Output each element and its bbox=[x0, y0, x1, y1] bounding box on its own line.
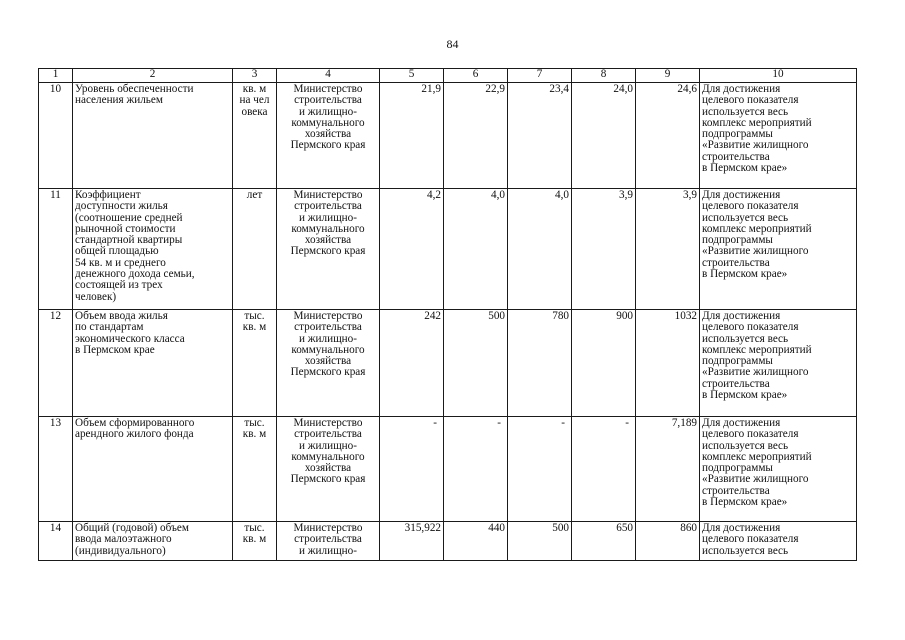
indicator-value: 21,9 bbox=[380, 83, 444, 189]
indicator-value: 24,0 bbox=[572, 83, 636, 189]
unit-of-measure bbox=[233, 417, 277, 522]
indicator-value: 24,6 bbox=[636, 83, 700, 189]
achievement-note-line: целевого показателя bbox=[702, 94, 799, 107]
achievement-note-line: в Пермском крае» bbox=[702, 496, 788, 509]
column-number-row bbox=[39, 69, 857, 83]
indicator-name-line: Общий (годовой) объем bbox=[75, 522, 189, 534]
indicator-value: - bbox=[380, 417, 444, 522]
table-row bbox=[39, 522, 857, 561]
indicator-name-line: арендного жилого фонда bbox=[75, 428, 194, 441]
unit-of-measure bbox=[233, 522, 277, 561]
achievement-note-line: используется весь bbox=[702, 105, 789, 118]
responsible-body-line: Пермского края bbox=[290, 245, 366, 258]
achievement-note-line: Для достижения bbox=[702, 189, 781, 201]
responsible-body-line: строительства bbox=[294, 321, 362, 334]
achievement-note-line: используется весь bbox=[702, 544, 789, 557]
responsible-body-line: коммунального bbox=[291, 222, 365, 235]
achievement-note bbox=[700, 522, 857, 561]
achievement-note-line: комплекс мероприятий bbox=[702, 343, 812, 356]
indicator-name-line: в Пермском крае bbox=[75, 343, 155, 356]
responsible-body-line: Министерство bbox=[293, 417, 363, 429]
row-number: 13 bbox=[39, 417, 73, 522]
row-number: 10 bbox=[39, 83, 73, 189]
unit-of-measure-line: кв. м bbox=[242, 321, 267, 334]
indicator-name-line: Коэффициент bbox=[75, 189, 141, 201]
indicator-name-line: Объем ввода жилья bbox=[75, 310, 168, 322]
unit-of-measure-line: тыс. bbox=[244, 522, 265, 534]
indicator-value: 650 bbox=[572, 522, 636, 561]
indicator-value: 242 bbox=[380, 310, 444, 417]
achievement-note bbox=[700, 83, 857, 189]
unit-of-measure-line: кв. м bbox=[242, 83, 267, 95]
indicator-value: 315,922 bbox=[380, 522, 444, 561]
indicator-name-line: общей площадью bbox=[75, 245, 159, 258]
table-row bbox=[39, 83, 857, 189]
unit-of-measure-line: овека bbox=[241, 105, 268, 118]
responsible-body-line: строительства bbox=[294, 428, 362, 441]
indicator-value: 22,9 bbox=[444, 83, 508, 189]
responsible-body-line: хозяйства bbox=[304, 128, 352, 141]
column-header: 8 bbox=[572, 69, 636, 83]
table-row bbox=[39, 310, 857, 417]
responsible-body bbox=[277, 83, 380, 189]
responsible-body-line: хозяйства bbox=[304, 462, 352, 475]
achievement-note-line: в Пермском крае» bbox=[702, 268, 788, 281]
responsible-body-line: хозяйства bbox=[304, 355, 352, 368]
indicator-value: - bbox=[444, 417, 508, 522]
indicator-name-line: стандартной квартиры bbox=[75, 234, 183, 247]
achievement-note-line: используется весь bbox=[702, 332, 789, 345]
unit-of-measure-line: тыс. bbox=[244, 310, 265, 322]
indicator-name-line: 54 кв. м и среднего bbox=[75, 256, 166, 269]
achievement-note-line: в Пермском крае» bbox=[702, 389, 788, 402]
indicator-name-line: человек) bbox=[75, 290, 117, 303]
achievement-note-line: целевого показателя bbox=[702, 200, 799, 213]
achievement-note bbox=[700, 417, 857, 522]
responsible-body-line: хозяйства bbox=[304, 234, 352, 247]
achievement-note-line: используется весь bbox=[702, 439, 789, 452]
responsible-body-line: строительства bbox=[294, 94, 362, 107]
achievement-note-line: «Развитие жилищного bbox=[702, 366, 809, 379]
indicator-name-line: экономического класса bbox=[75, 332, 185, 345]
indicator-value: 23,4 bbox=[508, 83, 572, 189]
unit-of-measure bbox=[233, 189, 277, 310]
achievement-note-line: подпрограммы bbox=[702, 234, 773, 247]
responsible-body-line: и жилищно- bbox=[299, 439, 357, 452]
responsible-body bbox=[277, 310, 380, 417]
indicator-value: 3,9 bbox=[572, 189, 636, 310]
indicator-value: 7,189 bbox=[636, 417, 700, 522]
row-number: 14 bbox=[39, 522, 73, 561]
indicator-name-line: населения жильем bbox=[75, 94, 163, 107]
achievement-note bbox=[700, 189, 857, 310]
column-header: 7 bbox=[508, 69, 572, 83]
responsible-body-line: строительства bbox=[294, 533, 362, 546]
indicator-value: 900 bbox=[572, 310, 636, 417]
unit-of-measure-line: тыс. bbox=[244, 417, 265, 429]
achievement-note-line: Для достижения bbox=[702, 310, 781, 322]
page-number: 84 bbox=[446, 37, 459, 51]
indicator-value: 500 bbox=[444, 310, 508, 417]
indicator-name bbox=[73, 310, 233, 417]
indicator-value: 4,0 bbox=[508, 189, 572, 310]
indicator-value: 4,2 bbox=[380, 189, 444, 310]
row-number: 11 bbox=[39, 189, 73, 310]
responsible-body-line: и жилищно- bbox=[299, 544, 357, 557]
achievement-note-line: целевого показателя bbox=[702, 533, 799, 546]
responsible-body-line: Министерство bbox=[293, 310, 363, 322]
column-header: 1 bbox=[39, 69, 73, 83]
responsible-body bbox=[277, 189, 380, 310]
achievement-note-line: в Пермском крае» bbox=[702, 162, 788, 175]
indicator-value: 440 bbox=[444, 522, 508, 561]
indicator-name-line: денежного дохода семьи, bbox=[75, 268, 195, 281]
responsible-body-line: Пермского края bbox=[290, 366, 366, 379]
achievement-note-line: комплекс мероприятий bbox=[702, 222, 812, 235]
unit-of-measure-line: лет bbox=[246, 189, 263, 201]
table-row bbox=[39, 417, 857, 522]
indicator-name bbox=[73, 189, 233, 310]
unit-of-measure bbox=[233, 83, 277, 189]
unit-of-measure-line: кв. м bbox=[242, 428, 267, 441]
responsible-body-line: коммунального bbox=[291, 450, 365, 463]
table-row bbox=[39, 189, 857, 310]
indicator-value: 3,9 bbox=[636, 189, 700, 310]
responsible-body bbox=[277, 522, 380, 561]
responsible-body-line: строительства bbox=[294, 200, 362, 213]
responsible-body bbox=[277, 417, 380, 522]
indicator-value: - bbox=[572, 417, 636, 522]
column-header: 3 bbox=[233, 69, 277, 83]
column-header: 2 bbox=[73, 69, 233, 83]
responsible-body-line: Пермского края bbox=[290, 473, 366, 486]
indicator-value: 4,0 bbox=[444, 189, 508, 310]
indicator-value: 500 bbox=[508, 522, 572, 561]
indicator-name-line: по стандартам bbox=[75, 321, 144, 334]
unit-of-measure-line: на чел bbox=[239, 94, 270, 107]
achievement-note-line: Для достижения bbox=[702, 83, 781, 95]
responsible-body-line: коммунального bbox=[291, 116, 365, 129]
achievement-note-line: Для достижения bbox=[702, 417, 781, 429]
indicator-name-line: рыночной стоимости bbox=[75, 222, 176, 235]
responsible-body-line: и жилищно- bbox=[299, 211, 357, 224]
responsible-body-line: Министерство bbox=[293, 522, 363, 534]
responsible-body-line: Министерство bbox=[293, 83, 363, 95]
achievement-note-line: подпрограммы bbox=[702, 462, 773, 475]
indicator-name-line: ввода малоэтажного bbox=[75, 533, 172, 546]
achievement-note-line: строительства bbox=[702, 150, 770, 163]
responsible-body-line: коммунального bbox=[291, 343, 365, 356]
achievement-note-line: используется весь bbox=[702, 211, 789, 224]
indicator-name-line: (соотношение средней bbox=[75, 211, 183, 224]
unit-of-measure-line: кв. м bbox=[242, 533, 267, 546]
indicator-name bbox=[73, 83, 233, 189]
indicator-name bbox=[73, 417, 233, 522]
column-header: 6 bbox=[444, 69, 508, 83]
achievement-note-line: подпрограммы bbox=[702, 355, 773, 368]
indicator-value: 1032 bbox=[636, 310, 700, 417]
indicator-value: - bbox=[508, 417, 572, 522]
indicator-name-line: (индивидуального) bbox=[75, 544, 166, 557]
achievement-note-line: целевого показателя bbox=[702, 428, 799, 441]
achievement-note bbox=[700, 310, 857, 417]
column-header: 10 bbox=[700, 69, 857, 83]
achievement-note-line: «Развитие жилищного bbox=[702, 139, 809, 152]
indicator-name-line: Уровень обеспеченности bbox=[75, 83, 194, 95]
responsible-body-line: и жилищно- bbox=[299, 105, 357, 118]
responsible-body-line: Министерство bbox=[293, 189, 363, 201]
achievement-note-line: подпрограммы bbox=[702, 128, 773, 141]
achievement-note-line: «Развитие жилищного bbox=[702, 245, 809, 258]
column-header: 5 bbox=[380, 69, 444, 83]
indicator-name bbox=[73, 522, 233, 561]
achievement-note-line: комплекс мероприятий bbox=[702, 116, 812, 129]
achievement-note-line: Для достижения bbox=[702, 522, 781, 534]
indicator-name-line: Объем сформированного bbox=[75, 417, 195, 429]
achievement-note-line: строительства bbox=[702, 256, 770, 269]
column-header: 9 bbox=[636, 69, 700, 83]
achievement-note-line: строительства bbox=[702, 377, 770, 390]
indicator-value: 860 bbox=[636, 522, 700, 561]
row-number: 12 bbox=[39, 310, 73, 417]
achievement-note-line: строительства bbox=[702, 484, 770, 497]
achievement-note-line: целевого показателя bbox=[702, 321, 799, 334]
responsible-body-line: Пермского края bbox=[290, 139, 366, 152]
achievement-note-line: комплекс мероприятий bbox=[702, 450, 812, 463]
indicator-table bbox=[38, 68, 857, 561]
responsible-body-line: и жилищно- bbox=[299, 332, 357, 345]
column-header: 4 bbox=[277, 69, 380, 83]
indicator-name-line: доступности жилья bbox=[75, 200, 168, 213]
achievement-note-line: «Развитие жилищного bbox=[702, 473, 809, 486]
indicator-name-line: состоящей из трех bbox=[75, 279, 163, 292]
indicator-value: 780 bbox=[508, 310, 572, 417]
unit-of-measure bbox=[233, 310, 277, 417]
